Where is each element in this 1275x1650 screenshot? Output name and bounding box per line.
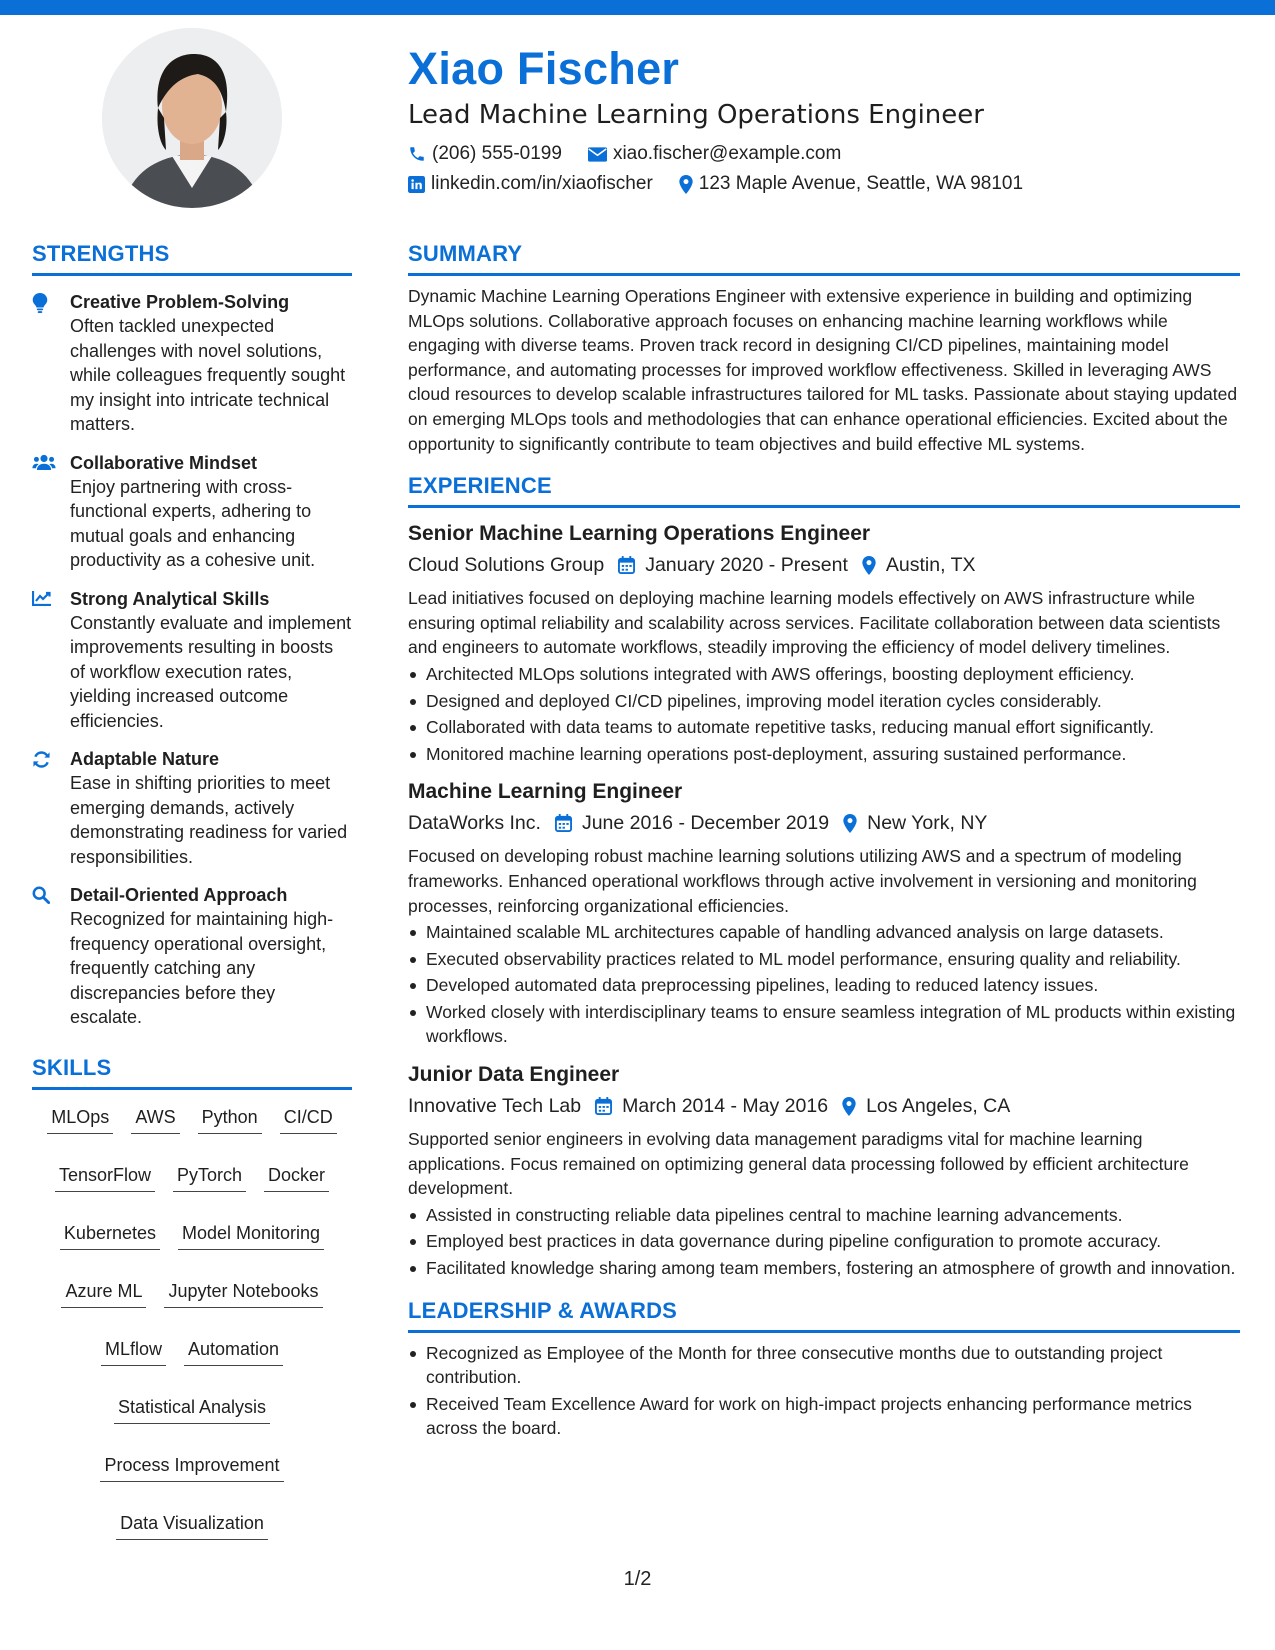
list-item: Designed and deployed CI/CD pipelines, improving model iteration cycles considerably. [408,689,1240,714]
skill-tag: Kubernetes [60,1220,160,1250]
list-item: Recognized as Employee of the Month for three consecutive months due to outstanding project contribution. [408,1341,1240,1390]
skill-tag: Data Visualization [116,1510,268,1540]
strength-item [32,883,352,1030]
skill-tag: Model Monitoring [178,1220,324,1250]
strength-title: Adaptable Nature [70,749,220,769]
job-bullets [408,920,1240,1049]
job-dates: June 2016 - December 2019 [581,812,830,835]
map-pin-icon [679,175,693,194]
job-company: Cloud Solutions Group [408,554,605,577]
strengths-heading: STRENGTHS [32,240,352,276]
strength-item [32,290,352,437]
job-entry [408,778,1240,1049]
calendar-icon [555,814,572,832]
strength-desc: Constantly evaluate and implement improvements resulting in boosts of workflow execution rates, yielding increased outcome efficiencies. [70,612,352,731]
page-number: 1/2 [623,1568,652,1590]
strength-item [32,747,352,869]
strength-title: Strong Analytical Skills [70,588,270,609]
list-item: Monitored machine learning operations post-deployment, assuring sustained performance. [408,742,1240,767]
list-item: Received Team Excellence Award for work on high-impact projects enhancing performance metrics across the board. [408,1392,1240,1441]
job-entry [408,1061,1240,1281]
skill-tag: Jupyter Notebooks [164,1278,322,1308]
address-text: 123 Maple Avenue, Seattle, WA 98101 [698,173,1024,194]
strength-title: Detail-Oriented Approach [70,885,288,905]
list-item: Employed best practices in data governance during pipeline configuration to promote accuracy. [408,1229,1240,1254]
job-bullets [408,662,1240,766]
list-item: Executed observability practices related to ML model performance, ensuring quality and reliability. [408,947,1240,972]
skill-tag: MLOps [47,1104,113,1134]
job-desc: Lead initiatives focused on deploying machine learning models effectively on AWS infrastructure while ensuring optimal reliability and scalability across services. Facilitate collaboration between data scientists and engineers to automate workflows, steadily improving the efficiency of model delivery timelines. [408,588,1221,658]
list-item: Architected MLOps solutions integrated with AWS offerings, boosting deployment efficiency. [408,662,1240,687]
linkedin-text[interactable]: linkedin.com/in/xiaofischer [431,173,653,194]
contact-row-2 [408,172,1238,196]
resume-header [408,42,1238,196]
contact-row-1 [408,142,1238,166]
list-item: Facilitated knowledge sharing among team members, fostering an atmosphere of growth and innovation. [408,1256,1240,1281]
skill-tag: Automation [184,1336,283,1366]
skill-tag: Python [198,1104,262,1134]
skills-heading: SKILLS [32,1054,352,1090]
strength-title: Collaborative Mindset [70,452,258,473]
skill-tag: Docker [264,1162,329,1192]
profile-photo [102,28,282,208]
leadership-bullets [408,1341,1240,1441]
linkedin-contact[interactable] [408,173,653,195]
skill-tag: CI/CD [280,1104,337,1134]
strength-desc: Recognized for maintaining high-frequency operational oversight, frequently catching any discrepancies before they escalate. [70,909,334,1027]
list-item: Maintained scalable ML architectures capable of handling advanced analysis on large datasets. [408,920,1240,945]
list-item: Developed automated data preprocessing pipelines, leading to reduced latency issues. [408,973,1240,998]
top-accent-bar [0,0,1275,15]
skill-tag: Process Improvement [100,1452,283,1482]
job-meta [408,810,1240,836]
sync-icon [32,750,51,769]
email-text[interactable]: xiao.fischer@example.com [612,143,842,164]
map-pin-icon [842,1097,856,1116]
skill-tag: Azure ML [61,1278,146,1308]
skill-tag: TensorFlow [55,1162,155,1192]
candidate-title: Lead Machine Learning Operations Engineer [408,100,984,130]
leadership-heading: LEADERSHIP & AWARDS [408,1297,1240,1333]
job-title: Machine Learning Engineer [408,780,683,804]
users-icon [32,454,56,470]
lightbulb-icon [32,293,48,313]
strength-item [32,587,352,734]
address-contact [679,173,1023,195]
skills-list [32,1104,352,1540]
skill-tag: MLflow [101,1336,166,1366]
map-pin-icon [862,556,876,575]
strength-title: Creative Problem-Solving [70,292,290,312]
job-location: New York, NY [867,812,988,835]
candidate-name: Xiao Fischer [408,43,680,94]
map-pin-icon [843,814,857,833]
strength-desc: Often tackled unexpected challenges with novel solutions, while colleagues frequently sought my insight into intricate technical matters. [70,316,346,434]
search-icon [32,886,50,904]
experience-heading: EXPERIENCE [408,472,1240,508]
list-item: Worked closely with interdisciplinary teams to ensure seamless integration of ML products within existing workflows. [408,1000,1240,1049]
job-meta [408,552,1240,578]
job-company: Innovative Tech Lab [408,1095,582,1118]
job-desc: Supported senior engineers in evolving data management paradigms vital for machine learning applications. Focus remained on optimizing general data processing followed by efficient architecture development. [408,1129,1189,1199]
phone-text: (206) 555-0199 [432,143,562,164]
job-location: Austin, TX [885,554,976,577]
job-title: Senior Machine Learning Operations Engineer [408,522,871,546]
job-desc: Focused on developing robust machine learning solutions utilizing AWS and a spectrum of modeling frameworks. Enhanced operational workflows through active involvement in versioning and monitoring processes, reinforcing organizational efficiencies. [408,846,1197,916]
strength-item [32,451,352,573]
strength-desc: Enjoy partnering with cross-functional experts, adhering to mutual goals and enhancing productivity as a cohesive unit. [70,476,316,570]
job-company: DataWorks Inc. [408,812,541,835]
strength-desc: Ease in shifting priorities to meet emerging demands, actively demonstrating readiness for varied responsibilities. [70,773,348,867]
skill-tag: Statistical Analysis [114,1394,270,1424]
job-dates: January 2020 - Present [645,554,848,577]
calendar-icon [618,556,635,574]
job-dates: March 2014 - May 2016 [622,1095,829,1118]
job-title: Junior Data Engineer [408,1063,620,1087]
job-entry [408,520,1240,766]
phone-icon [408,145,426,163]
summary-text: Dynamic Machine Learning Operations Engineer with extensive experience in building and optimizing MLOps solutions. Collaborative approach focuses on enhancing machine learning workflows while engaging with diverse teams. Proven track record in designing CI/CD pipelines, maintaining model performance, and automating processes for improved workflow effectiveness. Skilled in leveraging AWS cloud resources to develop scalable infrastructures tailored for ML tasks. Passionate about staying updated on emerging MLOps tools and methodologies that can enhance operational efficiencies. Excited about the opportunity to significantly contribute to team objectives and build effective ML systems. [408,286,1238,454]
right-column [408,240,1240,1441]
skill-tag: AWS [131,1104,179,1134]
calendar-icon [595,1097,612,1115]
phone-contact [408,143,562,165]
linkedin-icon [408,176,425,193]
skill-tag: PyTorch [173,1162,246,1192]
left-column [32,240,352,1540]
chart-line-icon [32,590,52,606]
list-item: Assisted in constructing reliable data pipelines central to machine learning advancements. [408,1203,1240,1228]
envelope-icon [588,147,607,162]
job-location: Los Angeles, CA [866,1095,1011,1118]
summary-heading: SUMMARY [408,240,1240,276]
list-item: Collaborated with data teams to automate repetitive tasks, reducing manual effort significantly. [408,715,1240,740]
job-bullets [408,1203,1240,1281]
job-meta [408,1093,1240,1119]
email-contact[interactable] [588,143,841,165]
